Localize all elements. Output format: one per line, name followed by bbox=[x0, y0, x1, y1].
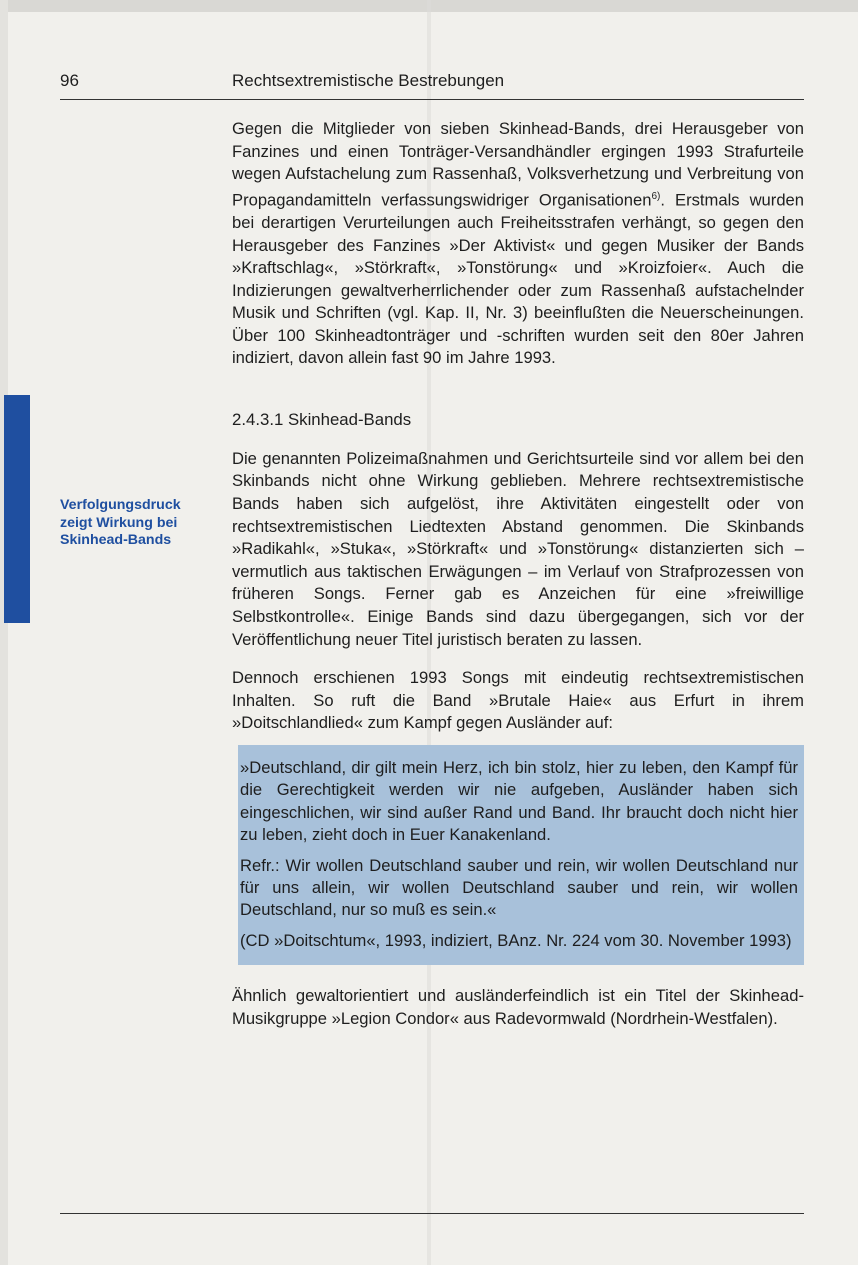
margin-note: Verfolgungsdruck zeigt Wirkung bei Skinhead-Bands bbox=[60, 497, 181, 548]
paragraph-1-text: Gegen die Mitglieder von sieben Skinhead-Bands, drei Herausgeber von Fanzines und einen Tonträger-Versandhändler ergingen 1993 Strafurteile wegen Aufstachelung zum Rassenhaß, Volksverhetzung und Verbreitung von Propagandamitteln verfassungswidriger Organisationen bbox=[232, 119, 804, 210]
paragraph-4: Ähnlich gewaltorientiert und ausländerfeindlich ist ein Titel der Skinhead-Musikgruppe »Legion Condor« aus Radevormwald (Nordrhein-Westfalen). bbox=[232, 986, 804, 1028]
quote-source: (CD »Doitschtum«, 1993, indiziert, BAnz. Nr. 224 vom 30. November 1993) bbox=[240, 930, 792, 950]
header-rule bbox=[60, 99, 804, 100]
paragraph-2: Die genannten Polizeimaßnahmen und Gerichtsurteile sind vor allem bei den Skinbands nicht ohne Wirkung geblieben. Mehrere rechtsextremistische Bands haben sich aufgelöst, ihre Aktivitäten eingestellt oder von rechtsextremistischen Liedtexten Abstand genommen. Die Skinbands »Radikahl«, »Stuka«, »Störkraft« und »Tonstörung« distanzierten sich – vermutlich aus taktischen Erwägungen – im Verlauf von Strafprozessen von früheren Songs. Ferner gab es Anzeichen für eine »freiwillige Selbstkontrolle«. Einige Bands sind dazu übergegangen, sich vor der Veröffentlichung neuer Titel juristisch beraten zu lassen. bbox=[232, 448, 804, 649]
footer-rule bbox=[60, 1213, 804, 1214]
page-header bbox=[0, 71, 858, 95]
quote-lyrics: »Deutschland, dir gilt mein Herz, ich bin stolz, hier zu leben, den Kampf für die Gerechtigkeit werden wir nie aufgeben, Ausländer haben sich eingeschlichen, wir sind außer Rand und Band. Ihr braucht doch nicht hier zu leben, zieht doch in Euer Kanakenland. bbox=[240, 757, 798, 845]
quote-box bbox=[238, 745, 804, 965]
running-head: Rechtsextremistische Bestrebungen bbox=[232, 71, 505, 90]
paragraph-1 bbox=[232, 118, 804, 370]
page-number: 96 bbox=[60, 71, 79, 90]
paragraph-3: Dennoch erschienen 1993 Songs mit eindeutig rechtsextremistischen Inhalten. So ruft die Band »Brutale Haie« aus Erfurt in ihrem »Doitschlandlied« zum Kampf gegen Ausländer auf: bbox=[232, 668, 804, 733]
footnote-ref: 6) bbox=[651, 190, 661, 202]
section-heading: 2.4.3.1 Skinhead-Bands bbox=[232, 410, 412, 430]
main-text bbox=[232, 118, 804, 1030]
chapter-tab-marker bbox=[4, 395, 30, 623]
paragraph-1-cont: . Erstmals wurden bei derartigen Verurteilungen auch Freiheitsstrafen verhängt, so gegen den Herausgeber des Fanzines »Der Aktivist« und gegen Musiker der Bands »Kraftschlag«, »Störkraft«, »Tonstörung« und »Kroizfoier«. Auch die Indizierungen gewaltverherrlichender oder zum Rassenhaß aufstachelnder Musik und Schriften (vgl. Kap. II, Nr. 3) beeinflußten die Neuerscheinungen. Über 100 Skinheadtonträger und -schriften wurden seit den 80er Jahren indiziert, davon allein fast 90 im Jahre 1993. bbox=[232, 190, 805, 368]
quote-refrain: Refr.: Wir wollen Deutschland sauber und rein, wir wollen Deutschland nur für uns allein, wir wollen Deutschland sauber und rein, wir wollen Deutschland, nur so muß es sein.« bbox=[240, 855, 798, 920]
page-edge-left bbox=[0, 0, 8, 1265]
